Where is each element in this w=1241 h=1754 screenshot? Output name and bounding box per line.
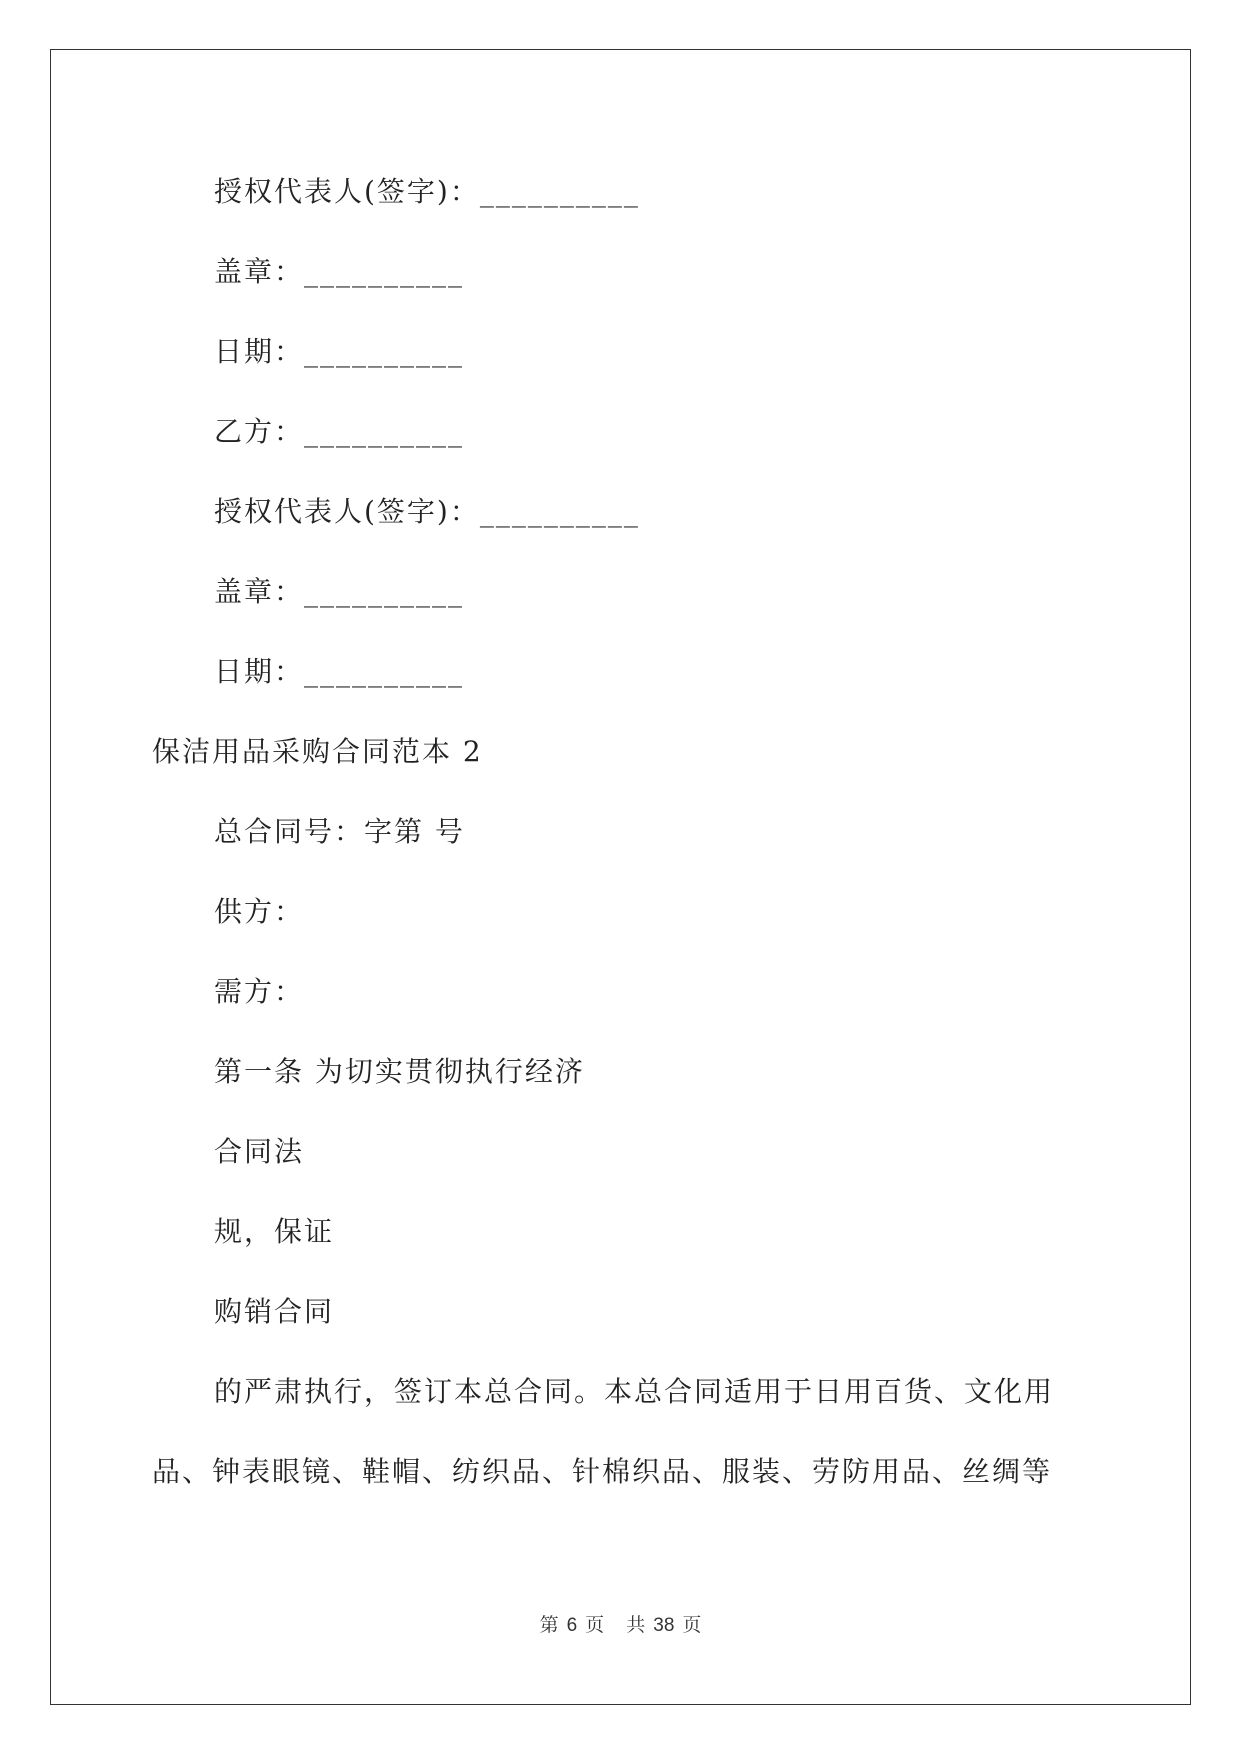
contract-number-line: 总合同号：字第 号 <box>214 815 465 848</box>
page-prefix: 第 <box>539 1614 559 1636</box>
page-footer <box>0 1612 1241 1639</box>
supplier-line: 供方： <box>214 895 305 928</box>
body-text-line: 的严肃执行，签订本总合同。本总合同适用于日用百货、文化用 <box>214 1375 1055 1408</box>
total-pages: 38 <box>653 1615 675 1636</box>
article-one-line: 第一条 为切实贯彻执行经济 <box>214 1055 585 1088</box>
seal-line-party-b: 盖章：__________ <box>214 575 465 608</box>
total-pages-indicator <box>622 1614 705 1636</box>
body-text-line: 品、钟表眼镜、鞋帽、纺织品、针棉织品、服装、劳防用品、丝绸等 <box>152 1455 1053 1488</box>
party-b-line: 乙方：__________ <box>214 415 465 448</box>
date-line-party-b: 日期：__________ <box>214 655 465 688</box>
section-heading: 保洁用品采购合同范本 2 <box>152 735 483 768</box>
page-number: 6 <box>566 1615 578 1636</box>
signature-line-party-a-representative: 授权代表人(签字)：__________ <box>214 175 640 208</box>
page-suffix: 页 <box>585 1614 605 1636</box>
body-text-line: 合同法 <box>214 1135 305 1168</box>
page-indicator <box>536 1614 609 1636</box>
seal-line-party-a: 盖章：__________ <box>214 255 465 288</box>
date-line-party-a: 日期：__________ <box>214 335 465 368</box>
total-suffix: 页 <box>682 1614 702 1636</box>
body-text-line: 购销合同 <box>214 1295 335 1328</box>
total-prefix: 共 <box>626 1614 646 1636</box>
buyer-line: 需方： <box>214 975 305 1008</box>
signature-line-party-b-representative: 授权代表人(签字)：__________ <box>214 495 640 528</box>
body-text-line: 规，保证 <box>214 1215 335 1248</box>
